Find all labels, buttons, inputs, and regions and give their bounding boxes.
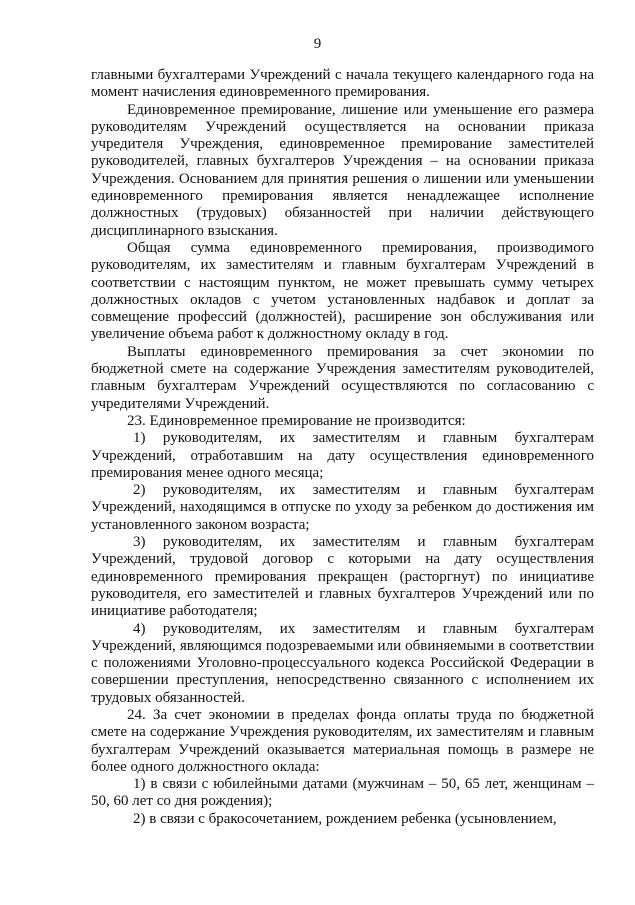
list-item-23-3: 3) руководителям, их заместителям и главным бухгалтерам Учреждений, трудовой договор с которыми на дату осуществления единовременного премирования прекращен (расторгнут) по инициативе руководителя, его заместителей и главных бухгалтеров Учреждений или по инициативе работодателя;: [91, 534, 594, 620]
paragraph-clause-23: 23. Единовременное премирование не производится:: [127, 412, 466, 429]
paragraph-bonus-order: Единовременное премирование, лишение или уменьшение его размера руководителям Учреждений осуществляется на основании приказа учредителя Учреждения, единовременное премирование заместителей руководителей, главных бухгалтеров Учреждения – на основании приказа Учреждения. Основанием для принятия решения о лишении или уменьшении единовременного премирования является ненадлежащее исполнение должностных (трудовых) обязанностей при наличии действующего дисциплинарного взыскания.: [91, 101, 594, 239]
paragraph-clause-24: 24. За счет экономии в пределах фонда оплаты труда по бюджетной смете на содержание Учреждения руководителям, их заместителям и главным бухгалтерам Учреждений оказывается материальная помощь в размере не более одного должностного оклада:: [91, 706, 594, 775]
list-item-24-1: 1) в связи с юбилейными датами (мужчинам – 50, 65 лет, женщинам – 50, 60 лет со дня рождения);: [91, 776, 594, 810]
list-item-23-2: 2) руководителям, их заместителям и главным бухгалтерам Учреждений, находящимся в отпуске по уходу за ребенком до достижения им установленного законом возраста;: [91, 482, 594, 533]
page-number: 9: [313, 36, 322, 52]
list-item-23-4: 4) руководителям, их заместителям и главным бухгалтерам Учреждений, являющимся подозреваемыми или обвиняемыми в соответствии с положениями Уголовно-процессуального кодекса Российской Федерации в совершении преступления, непосредственно связанного с исполнением их трудовых обязанностей.: [91, 620, 594, 706]
list-item-23-1: 1) руководителям, их заместителям и главным бухгалтерам Учреждений, отработавшим на дату осуществления единовременного премирования менее одного месяца;: [91, 430, 594, 481]
paragraph-bonus-payments: Выплаты единовременного премирования за счет экономии по бюджетной смете на содержание Учреждения заместителям руководителей, главным бухгалтерам Учреждений осуществляются по согласованию с учредителями Учреждений.: [91, 343, 594, 412]
document-body: [91, 67, 594, 828]
paragraph-bonus-total: Общая сумма единовременного премирования, производимого руководителям, их заместителям и главным бухгалтерам Учреждений в соответствии с настоящим пунктом, не может превышать сумму четырех должностных окладов с учетом установленных надбавок и доплат за совмещение профессий (должностей), расширение зон обслуживания или увеличение объема работ к должностному окладу в год.: [91, 239, 594, 343]
paragraph-continuation: главными бухгалтерами Учреждений с начала текущего календарного года на момент начисления единовременного премирования.: [91, 67, 594, 101]
list-item-24-2: 2) в связи с бракосочетанием, рождением ребенка (усыновлением,: [133, 810, 557, 827]
